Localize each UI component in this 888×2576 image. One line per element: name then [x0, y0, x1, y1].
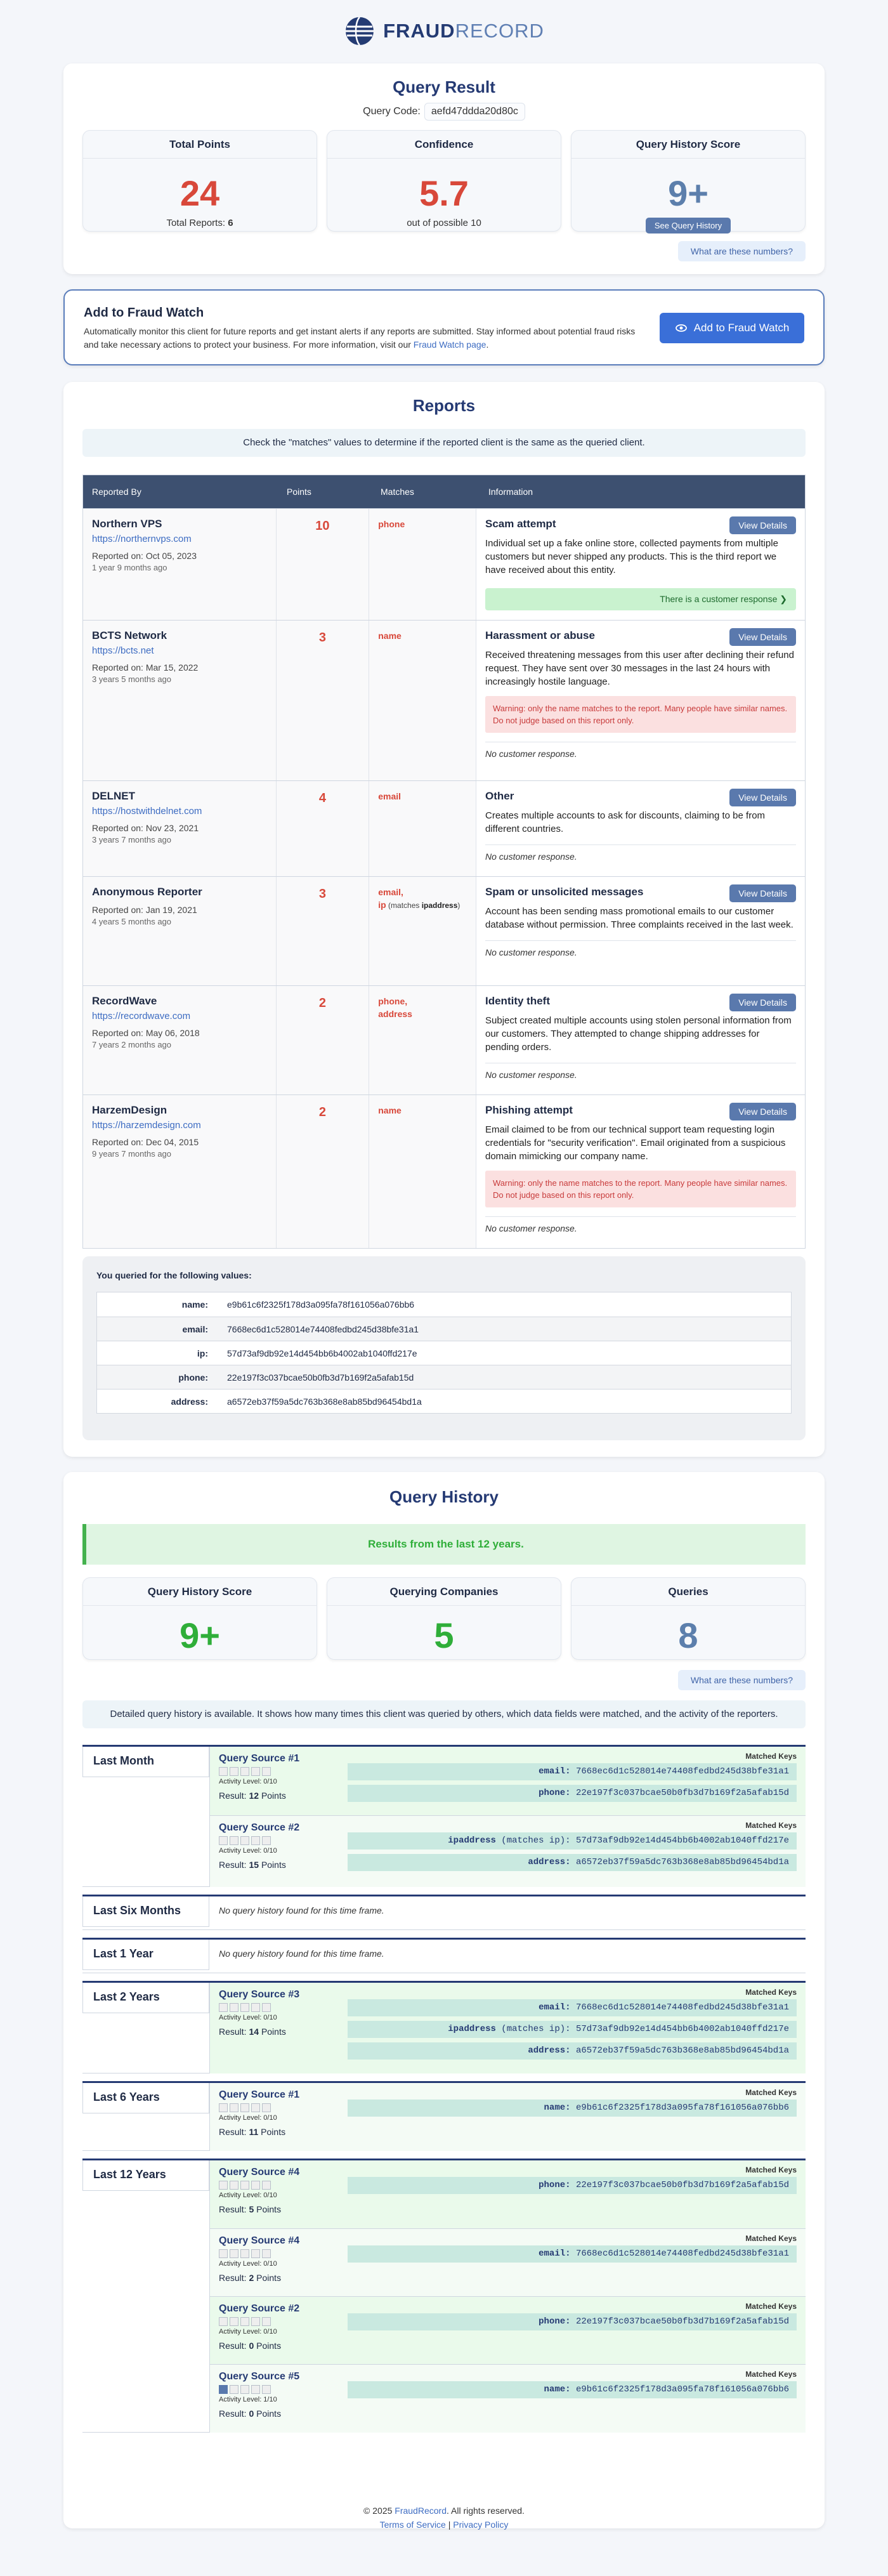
queries-stat: [571, 1577, 806, 1660]
query-source-card: [209, 1747, 806, 1815]
queried-row: [97, 1365, 791, 1389]
report-desc: Received threatening messages from this user after declining their refund request. They have sent over 30 messages in the last 24 hours with increasingly hostile language.: [485, 650, 794, 687]
queried-row: [97, 1341, 791, 1365]
results-banner: Results from the last 12 years.: [82, 1524, 806, 1565]
view-details-button[interactable]: View Details: [729, 884, 796, 902]
source-result: [219, 2204, 797, 2214]
queried-values-box: [82, 1256, 806, 1440]
add-fraud-watch-label: Add to Fraud Watch: [693, 322, 790, 334]
key-hash: 7668ec6d1c528014e74408fedbd245d38bfe31a1: [575, 2249, 789, 2259]
source-name: Query Source #4: [219, 2167, 300, 2178]
activity-level: Activity Level: 0/10: [219, 1778, 277, 1785]
key-name: email:: [539, 2002, 571, 2013]
table-row: [83, 780, 805, 876]
report-date: Reported on: Jan 19, 2021: [92, 905, 197, 915]
name-match-warning: Warning: only the name matches to the report. Many people have similar names. Do not judge based on this report only.: [485, 1171, 796, 1207]
matched-key-row: [348, 1854, 797, 1871]
query-history-title: Query History: [389, 1487, 499, 1506]
key-name: name:: [544, 2103, 571, 2113]
report-ago: 3 years 7 months ago: [92, 835, 172, 844]
queried-key: ip:: [197, 1348, 208, 1358]
table-row: [83, 620, 805, 780]
report-ago: 1 year 9 months ago: [92, 563, 167, 572]
reports-title: Reports: [412, 396, 476, 415]
history-note: Detailed query history is available. It shows how many times this client was queried by others, which data fields were matched, and the activity of the reporters.: [82, 1700, 806, 1728]
matched-keys: [348, 2177, 797, 2198]
activity-level: Activity Level: 0/10: [219, 2014, 277, 2021]
history-score-stat: [571, 130, 806, 232]
key-hash: 22e197f3c037bcae50b0fb3d7b169f2a5afab15d: [575, 1788, 789, 1798]
empty-history: No query history found for this time frame.: [219, 1905, 384, 1916]
matched-key-row: [348, 2100, 797, 2117]
key-hash: 57d73af9db92e14d454bb6b4002ab1040ffd217e: [575, 2024, 789, 2034]
points-label: Points: [261, 1860, 286, 1870]
activity-level: Activity Level: 0/10: [219, 2328, 277, 2336]
footer-rights: . All rights reserved.: [447, 2506, 525, 2516]
match-ip-close: ): [457, 901, 460, 910]
points-label: Points: [256, 2204, 282, 2214]
table-header: [83, 475, 805, 508]
query-source-card: [209, 2160, 806, 2228]
reporter-name: Anonymous Reporter: [92, 886, 202, 898]
report-date: Reported on: May 06, 2018: [92, 1028, 200, 1038]
key-match-note: (matches ip):: [495, 2024, 571, 2034]
matched-key-row: [348, 2042, 797, 2060]
report-date: Reported on: Oct 05, 2023: [92, 551, 197, 561]
points-label: Points: [256, 2273, 282, 2283]
query-result-card: [63, 63, 825, 274]
matched-keys: [348, 2245, 797, 2267]
matched-keys: [348, 2313, 797, 2335]
key-name: phone:: [539, 2316, 571, 2327]
key-name: name:: [544, 2384, 571, 2395]
table-row: [83, 876, 805, 985]
view-details-button[interactable]: View Details: [729, 789, 796, 806]
total-reports-label: Total Reports:: [166, 218, 226, 228]
report-date: Reported on: Mar 15, 2022: [92, 662, 199, 673]
total-points-stat: [82, 130, 317, 232]
queried-row: [97, 1292, 791, 1317]
key-match-note: (matches ip):: [495, 1836, 571, 1846]
brand-right: RECORD: [455, 20, 544, 42]
match-ip: ip: [378, 900, 386, 910]
report-matches: name: [369, 1095, 476, 1248]
queried-row: [97, 1389, 791, 1413]
history-score-value: 9+: [180, 1615, 220, 1655]
key-name: address:: [528, 1857, 571, 1867]
col-points: Points: [287, 487, 311, 497]
query-code-value[interactable]: aefd47ddda20d80c: [424, 103, 525, 121]
result-value: 12: [249, 1791, 259, 1801]
stat-title: Query History Score: [571, 131, 805, 159]
queried-value: e9b61c6f2325f178d3a095fa78f161056a076bb6: [227, 1299, 415, 1310]
activity-level: Activity Level: 0/10: [219, 2192, 277, 2199]
matched-key-row: [348, 1763, 797, 1780]
points-label: Points: [256, 2408, 282, 2419]
table-row: [83, 1094, 805, 1248]
query-source-card: [209, 1815, 806, 1887]
no-customer-response: No customer response.: [485, 940, 796, 957]
report-type: Spam or unsolicited messages: [485, 886, 644, 898]
querying-companies-stat: [327, 1577, 561, 1660]
source-result: [219, 2341, 797, 2351]
matched-keys: [348, 1763, 797, 1806]
history-score-stat: [82, 1577, 317, 1660]
matched-key-row: [348, 2177, 797, 2194]
match-ip-key: ipaddress: [421, 901, 458, 910]
matched-key-row: [348, 1785, 797, 1802]
reporter-name: BCTS Network: [92, 629, 167, 641]
confidence-value: 5.7: [419, 173, 469, 213]
section-title: Last Six Months: [82, 1896, 209, 1927]
reporter-url[interactable]: https://bcts.net: [92, 645, 154, 656]
reporter-url[interactable]: https://harzemdesign.com: [92, 1120, 201, 1131]
stat-title: Query History Score: [83, 1578, 317, 1606]
section-title: Last 6 Years: [82, 2083, 209, 2113]
report-ago: 9 years 7 months ago: [92, 1149, 172, 1159]
query-result-title: Query Result: [393, 77, 495, 96]
source-name: Query Source #3: [219, 1989, 300, 2000]
col-reported-by: Reported By: [92, 487, 141, 497]
key-name: phone:: [539, 1788, 571, 1798]
view-details-button[interactable]: View Details: [729, 628, 796, 646]
reports-note: Check the "matches" values to determine if the reported client is the same as the queried client.: [82, 429, 806, 457]
stat-title: Queries: [571, 1578, 805, 1606]
matched-keys-label: Matched Keys: [745, 2302, 797, 2311]
report-type: Phishing attempt: [485, 1104, 573, 1116]
report-points: 3: [277, 877, 370, 985]
result-label: Result:: [219, 1860, 247, 1870]
report-date: Reported on: Dec 04, 2015: [92, 1137, 199, 1147]
match-email: email,: [378, 887, 403, 897]
matched-key-row: [348, 1832, 797, 1850]
key-name: email:: [539, 1766, 571, 1777]
brand-logo[interactable]: [0, 14, 888, 48]
activity-level: Activity Level: 1/10: [219, 2396, 277, 2403]
key-hash: 7668ec6d1c528014e74408fedbd245d38bfe31a1: [575, 2002, 789, 2013]
queried-values-table: [96, 1292, 792, 1414]
matched-key-row: [348, 2245, 797, 2263]
section-title: Last Month: [82, 1747, 209, 1777]
result-label: Result:: [219, 2341, 247, 2351]
points-label: Points: [261, 1791, 286, 1801]
matched-key-row: [348, 2313, 797, 2330]
activity-level: Activity Level: 0/10: [219, 2114, 277, 2122]
queried-values-label: You queried for the following values:: [96, 1270, 252, 1280]
footer-copy: © 2025: [363, 2506, 395, 2516]
col-information: Information: [488, 487, 533, 497]
result-label: Result:: [219, 1791, 247, 1801]
matched-keys-label: Matched Keys: [745, 1821, 797, 1830]
report-matches: name: [369, 621, 476, 780]
section-last-twelve-years: [82, 2159, 806, 2433]
total-reports-value: 6: [228, 218, 233, 228]
key-name: email:: [539, 2249, 571, 2259]
view-details-button[interactable]: View Details: [729, 1103, 796, 1120]
queried-row: [97, 1317, 791, 1341]
query-code-row: [63, 103, 825, 121]
section-title: Last 1 Year: [82, 1940, 209, 1970]
result-value: 14: [249, 2027, 259, 2037]
querying-companies-value: 5: [434, 1615, 454, 1655]
fraud-watch-title: Add to Fraud Watch: [84, 306, 204, 320]
footer-brand-link[interactable]: FraudRecord: [395, 2506, 447, 2516]
points-label: Points: [256, 2341, 282, 2351]
footer: [0, 2504, 888, 2532]
name-match-warning: Warning: only the name matches to the report. Many people have similar names. Do not judge based on this report only.: [485, 696, 796, 733]
stat-title: Total Points: [83, 131, 317, 159]
view-details-button[interactable]: View Details: [729, 516, 796, 534]
total-points-value: 24: [180, 173, 220, 213]
key-name: ipaddress: [448, 1836, 496, 1846]
report-desc: Individual set up a fake online store, collected payments from multiple customers but never shipped any products. This is the third report we have received about this entity.: [485, 538, 778, 575]
no-customer-response: No customer response.: [485, 1063, 796, 1080]
reporter-url[interactable]: https://recordwave.com: [92, 1011, 191, 1022]
report-ago: 3 years 5 months ago: [92, 674, 172, 684]
reports-table: [82, 475, 806, 1249]
reporter-url[interactable]: https://northernvps.com: [92, 534, 192, 544]
points-label: Points: [261, 2027, 286, 2037]
terms-link[interactable]: Terms of Service: [379, 2520, 446, 2530]
key-hash: a6572eb37f59a5dc763b368e8ab85bd96454bd1a: [575, 2046, 789, 2056]
match-phone: phone,: [378, 996, 408, 1006]
section-last-year: [82, 1938, 806, 1973]
table-row: [83, 508, 805, 620]
fraud-watch-text: [84, 325, 642, 352]
fraud-watch-page-link[interactable]: Fraud Watch page: [413, 339, 486, 350]
query-source-card: [209, 2083, 806, 2151]
report-matches: [369, 877, 476, 985]
key-name: address:: [528, 2046, 571, 2056]
source-result: [219, 2127, 797, 2137]
view-details-button[interactable]: View Details: [729, 994, 796, 1011]
matched-key-row: [348, 2381, 797, 2398]
report-ago: 4 years 5 months ago: [92, 917, 172, 926]
query-source-card: [209, 2364, 806, 2433]
report-type: Harassment or abuse: [485, 629, 595, 641]
result-value: 15: [249, 1860, 259, 1870]
query-source-card: [209, 2228, 806, 2296]
footer-sep: |: [445, 2520, 454, 2530]
report-ago: 7 years 2 months ago: [92, 1040, 172, 1049]
matched-keys-label: Matched Keys: [745, 2370, 797, 2379]
report-type: Scam attempt: [485, 518, 556, 530]
eye-icon: [675, 322, 688, 334]
source-name: Query Source #2: [219, 1822, 300, 1833]
queried-value: 7668ec6d1c528014e74408fedbd245d38bfe31a1: [227, 1324, 419, 1334]
no-customer-response: No customer response.: [485, 1216, 796, 1233]
report-date: Reported on: Nov 23, 2021: [92, 823, 199, 833]
key-hash: 22e197f3c037bcae50b0fb3d7b169f2a5afab15d: [575, 2180, 789, 2190]
matched-keys-label: Matched Keys: [745, 2234, 797, 2243]
result-value: 0: [249, 2408, 254, 2419]
report-matches: phone: [369, 509, 476, 620]
queried-key: address:: [171, 1396, 208, 1407]
fraud-watch-period: .: [486, 339, 489, 350]
key-hash: e9b61c6f2325f178d3a095fa78f161056a076bb6: [575, 2384, 789, 2395]
section-last-month: [82, 1745, 806, 1887]
activity-level: Activity Level: 0/10: [219, 1847, 277, 1855]
source-result: [219, 2273, 797, 2283]
what-numbers-link[interactable]: What are these numbers?: [678, 1670, 806, 1690]
add-to-fraud-watch-button[interactable]: [660, 313, 804, 343]
result-label: Result:: [219, 2408, 247, 2419]
col-matches: Matches: [381, 487, 414, 497]
section-title: Last 2 Years: [82, 1983, 209, 2013]
result-label: Result:: [219, 2273, 247, 2283]
matched-keys: [348, 2100, 797, 2121]
matched-keys-label: Matched Keys: [745, 1752, 797, 1761]
report-matches: [369, 986, 476, 1094]
matched-keys-label: Matched Keys: [745, 2088, 797, 2097]
result-label: Result:: [219, 2204, 247, 2214]
query-source-card: [209, 2296, 806, 2364]
queried-key: phone:: [178, 1372, 208, 1383]
match-ip-note: (matches: [386, 901, 422, 910]
report-type: Other: [485, 790, 514, 802]
see-query-history-button[interactable]: See Query History: [646, 218, 731, 233]
brand-left: FRAUD: [383, 20, 455, 42]
report-matches: email: [369, 781, 476, 876]
key-name: phone:: [539, 2180, 571, 2190]
total-reports: [83, 218, 317, 228]
report-points: 3: [277, 621, 370, 780]
key-hash: 22e197f3c037bcae50b0fb3d7b169f2a5afab15d: [575, 2316, 789, 2327]
reporter-url[interactable]: https://hostwithdelnet.com: [92, 806, 202, 817]
matched-keys: [348, 1999, 797, 2064]
query-history-card: [63, 1472, 825, 2528]
fraud-watch-card: [63, 289, 825, 365]
privacy-link[interactable]: Privacy Policy: [453, 2520, 509, 2530]
reporter-name: HarzemDesign: [92, 1104, 167, 1116]
match-address: address: [378, 1009, 412, 1019]
queried-key: name:: [181, 1299, 208, 1310]
activity-level: Activity Level: 0/10: [219, 2260, 277, 2268]
result-value: 11: [249, 2127, 259, 2137]
queried-key: email:: [182, 1324, 208, 1334]
report-desc: Account has been sending mass promotional emails to our customer database without permission. Three complaints received in the last week.: [485, 906, 793, 930]
queried-value: 22e197f3c037bcae50b0fb3d7b169f2a5afab15d: [227, 1372, 414, 1383]
source-name: Query Source #1: [219, 2089, 300, 2100]
matched-keys: [348, 2381, 797, 2403]
queried-value: a6572eb37f59a5dc763b368e8ab85bd96454bd1a: [227, 1396, 422, 1407]
confidence-sub: out of possible 10: [407, 218, 481, 228]
source-name: Query Source #2: [219, 2303, 300, 2314]
result-label: Result:: [219, 2127, 247, 2137]
matched-keys-label: Matched Keys: [745, 2165, 797, 2174]
matched-key-row: [348, 2021, 797, 2038]
stat-title: Confidence: [327, 131, 561, 159]
report-desc: Email claimed to be from our technical support team requesting login credentials for "security verification". Email originated from a suspicious domain mimicking our company name.: [485, 1124, 786, 1162]
queried-value: 57d73af9db92e14d454bb6b4002ab1040ffd217e: [227, 1348, 417, 1358]
report-points: 10: [277, 509, 370, 620]
no-customer-response: No customer response.: [485, 844, 796, 862]
fraud-watch-desc: Automatically monitor this client for future reports and get instant alerts if any reports are submitted. Stay informed about potential fraud risks and take necessary actions to protect your business. For more information, visit our: [84, 326, 636, 350]
key-hash: 7668ec6d1c528014e74408fedbd245d38bfe31a1: [575, 1766, 789, 1777]
reporter-name: RecordWave: [92, 995, 157, 1007]
result-label: Result:: [219, 2027, 247, 2037]
source-name: Query Source #5: [219, 2371, 300, 2382]
section-last-six-years: [82, 2081, 806, 2151]
no-customer-response: No customer response.: [485, 742, 796, 759]
key-hash: e9b61c6f2325f178d3a095fa78f161056a076bb6: [575, 2103, 789, 2113]
reporter-name: Northern VPS: [92, 518, 162, 530]
empty-history: No query history found for this time frame.: [219, 1948, 384, 1959]
report-type: Identity theft: [485, 995, 550, 1007]
key-hash: 57d73af9db92e14d454bb6b4002ab1040ffd217e: [575, 1836, 789, 1846]
section-last-six-months: [82, 1895, 806, 1930]
source-result: [219, 2408, 797, 2419]
stat-title: Querying Companies: [327, 1578, 561, 1606]
history-score-value: 9+: [668, 173, 708, 213]
result-value: 5: [249, 2204, 254, 2214]
key-hash: a6572eb37f59a5dc763b368e8ab85bd96454bd1a: [575, 1857, 789, 1867]
result-value: 0: [249, 2341, 254, 2351]
matched-keys-label: Matched Keys: [745, 1988, 797, 1997]
source-name: Query Source #4: [219, 2235, 300, 2246]
queries-value: 8: [678, 1615, 698, 1655]
report-points: 2: [277, 986, 370, 1094]
matched-keys: [348, 1832, 797, 1876]
confidence-stat: [327, 130, 561, 232]
table-row: [83, 985, 805, 1094]
globe-logo-icon: [344, 15, 375, 47]
reporter-name: DELNET: [92, 790, 135, 802]
key-name: ipaddress: [448, 2024, 496, 2034]
section-title: Last 12 Years: [82, 2160, 209, 2191]
what-numbers-link[interactable]: What are these numbers?: [678, 241, 806, 261]
report-points: 2: [277, 1095, 370, 1248]
matched-key-row: [348, 1999, 797, 2016]
source-name: Query Source #1: [219, 1753, 300, 1764]
report-desc: Subject created multiple accounts using stolen personal information from our customers. They attempted to change shipping addresses for pending orders.: [485, 1015, 792, 1053]
query-code-label: Query Code:: [363, 106, 421, 117]
customer-response-button[interactable]: There is a customer response ❯: [485, 588, 796, 610]
query-source-card: [209, 1983, 806, 2073]
reports-card: [63, 382, 825, 1457]
report-desc: Creates multiple accounts to ask for discounts, claiming to be from different countries.: [485, 810, 766, 834]
report-points: 4: [277, 781, 370, 876]
result-value: 2: [249, 2273, 254, 2283]
section-last-two-years: [82, 1981, 806, 2073]
points-label: Points: [261, 2127, 286, 2137]
